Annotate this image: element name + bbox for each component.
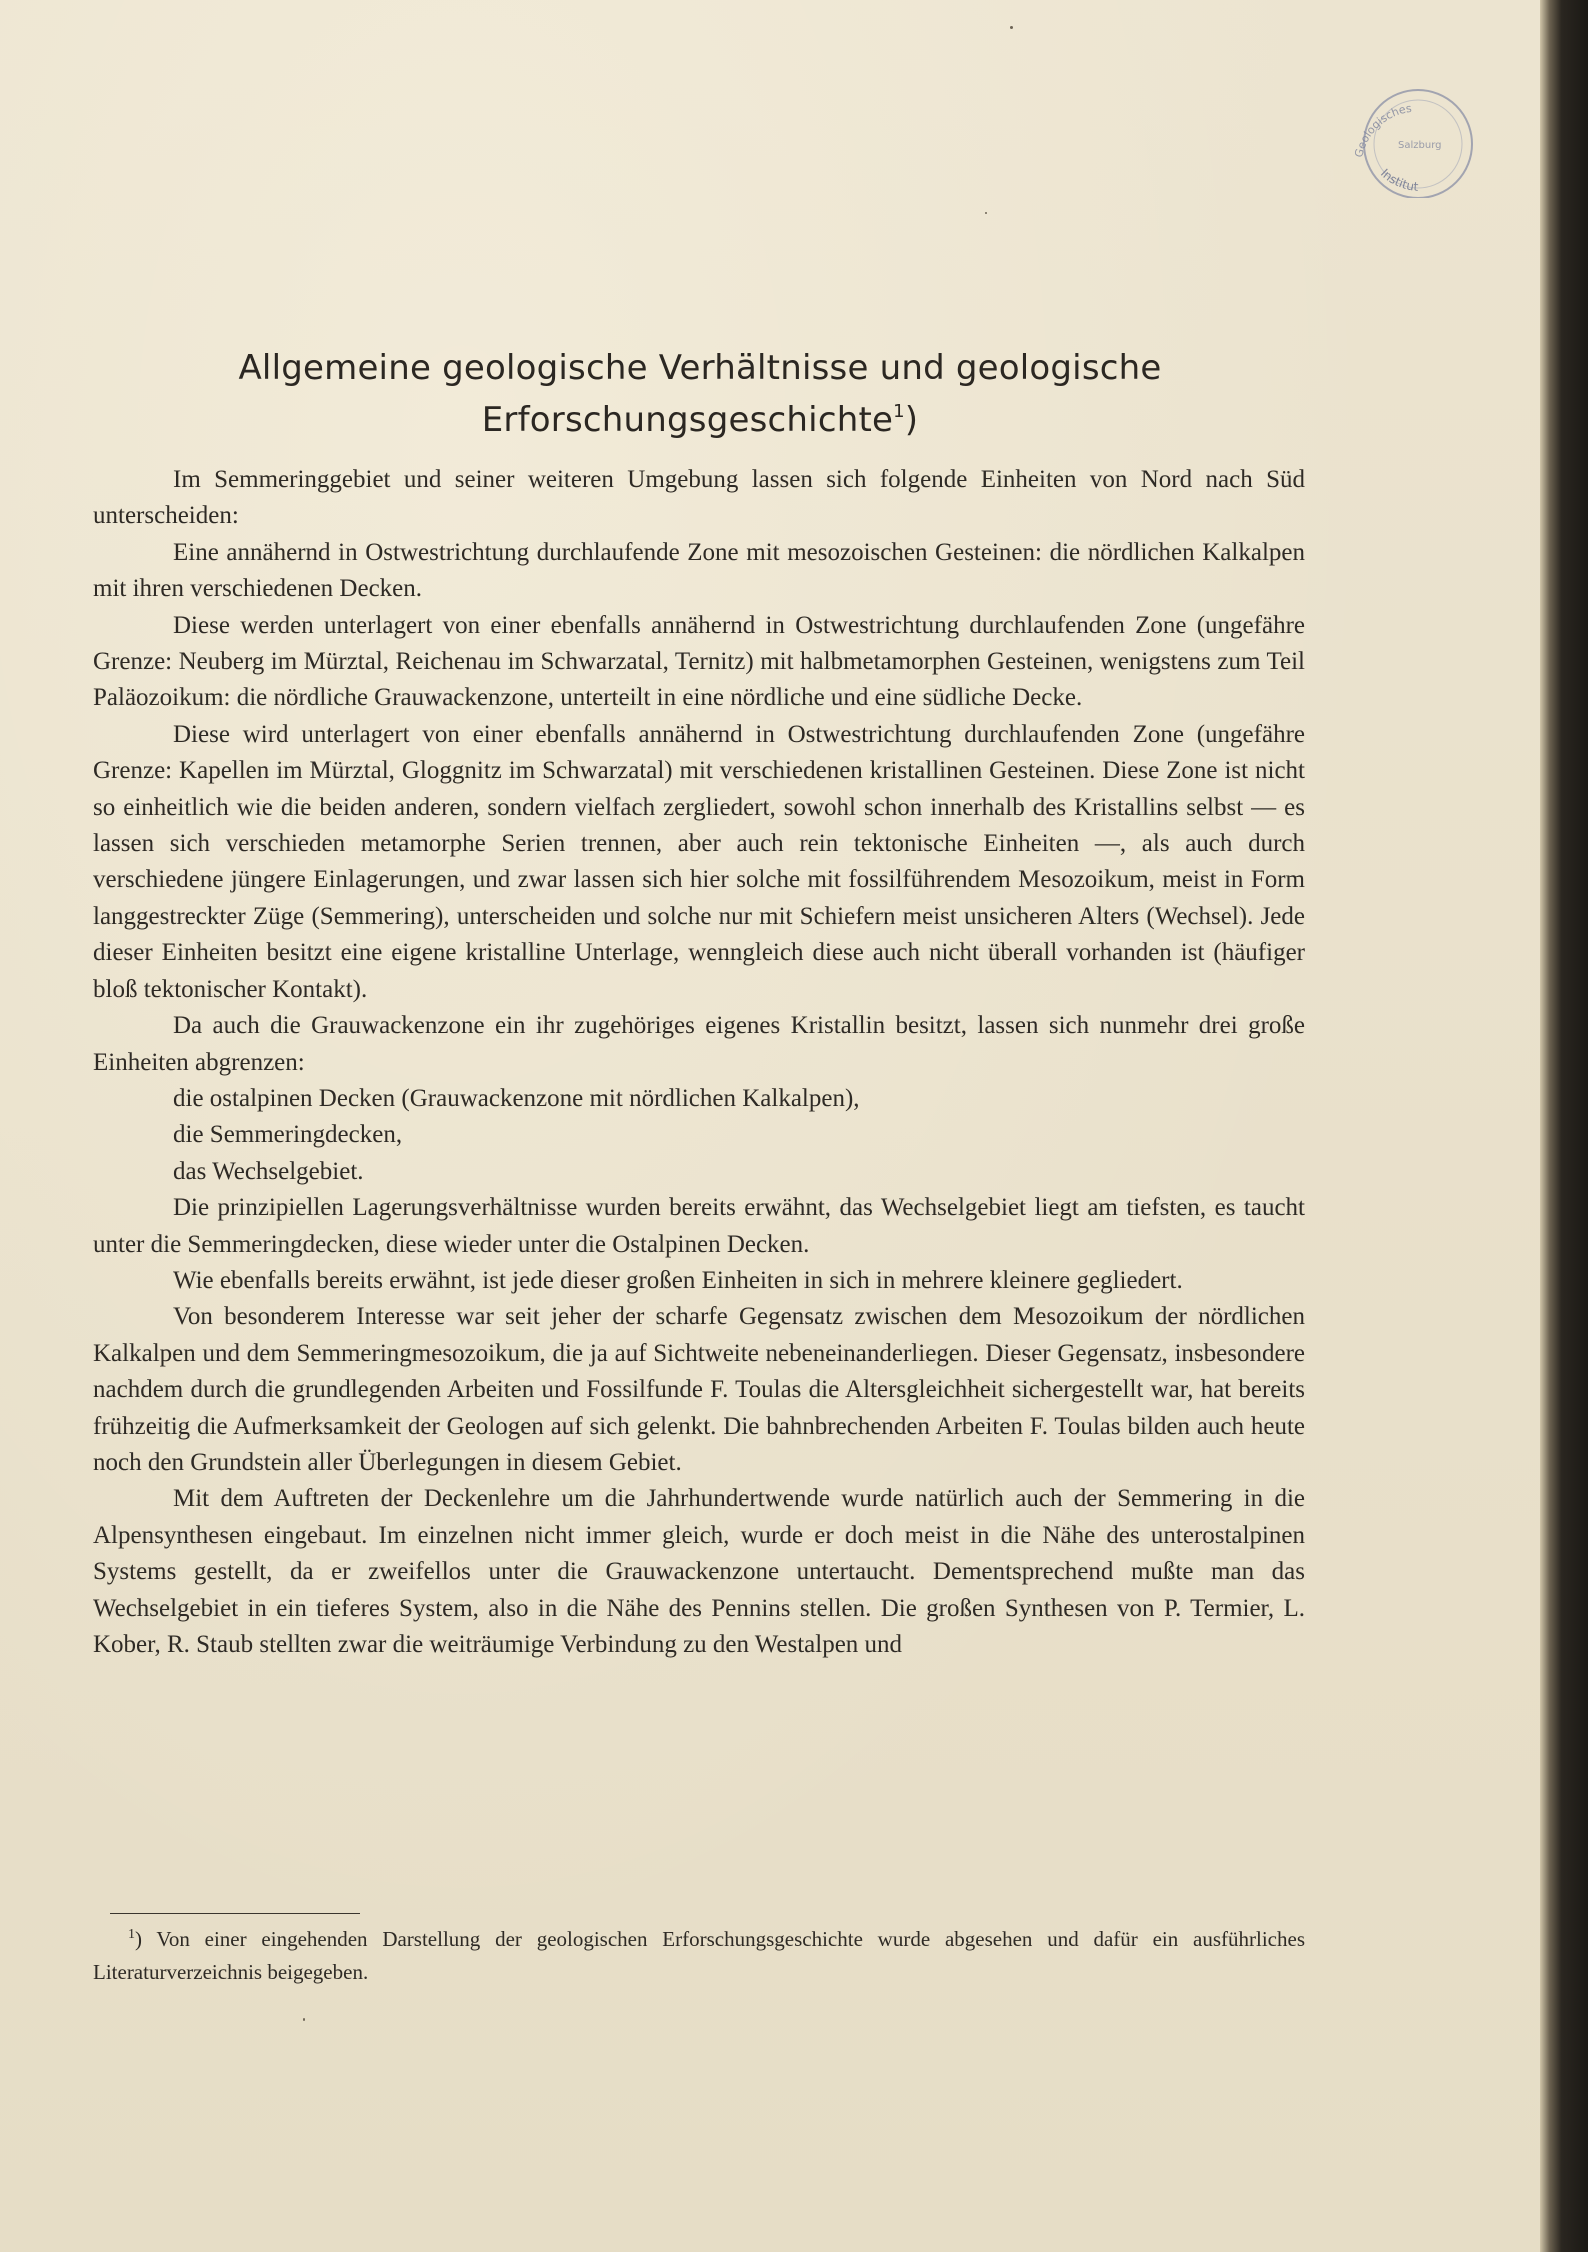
list-item-ostalpin: die ostalpinen Decken (Grauwackenzone mit nördlichen Kalkalpen), — [173, 1084, 860, 1112]
footnote-body: ) Von einer eingehenden Darstellung der geologischen Erforschungsgeschichte wurde abgesehen und dafür ein ausführliches Literaturverzeichnis beigegeben. — [93, 1927, 1305, 1984]
paragraph: Diese wird unterlagert von einer ebenfalls annähernd in Ostwestrichtung durchlaufenden Zone (ungefähre Grenze: Kapellen im Mürztal, Gloggnitz im Schwarzatal) mit verschiedenen kristallinen Gesteinen. Diese Zone ist nicht so einheitlich wie die beiden anderen, sondern vielfach zergliedert, sowohl schon innerhalb des Kristallins selbst — es lassen sich verschieden metamorphe Serien trennen, aber auch rein tektonische Einheiten —, als auch durch verschiedene jüngere Einlagerungen, und zwar lassen sich hier solche mit fossilführendem Mesozoikum, meist in Form langgestreckter Züge (Semmering), unterscheiden und solche nur mit Schiefern meist unsicheren Alters (Wechsel). Jede dieser Einheiten besitzt eine eigene kristalline Unterlage, wenngleich diese auch nicht überall vorhanden ist (häufiger bloß tektonischer Kontakt). — [93, 720, 1305, 1003]
title-line-2-text: Erforschungsgeschichte — [481, 400, 894, 440]
paragraph: Eine annähernd in Ostwestrichtung durchlaufende Zone mit mesozoischen Gesteinen: die nördlichen Kalkalpen mit ihren verschiedenen Decken. — [93, 538, 1305, 603]
title-line-2 — [200, 390, 1200, 442]
list-item-wechsel: das Wechselgebiet. — [173, 1157, 364, 1185]
paper-speck — [985, 212, 987, 214]
body-text — [93, 462, 1305, 1663]
footnote-marker: 1 — [128, 1927, 135, 1942]
svg-text:Institut — [1378, 166, 1419, 194]
paragraph: Da auch die Grauwackenzone ein ihr zugehöriges eigenes Kristallin besitzt, lassen sich nunmehr drei große Einheiten abgrenzen: — [93, 1012, 1305, 1076]
stamp-text-mid: Salzburg — [1398, 140, 1442, 151]
paragraph: Mit dem Auftreten der Deckenlehre um die Jahrhundertwende wurde natürlich auch der Semmering in die Alpensynthesen eingebaut. Im einzelnen nicht immer gleich, wurde er doch meist in die Nähe des unterostalpinen Systems gestellt, da er zweifellos unter die Grauwackenzone untertaucht. Dementsprechend mußte man das Wechselgebiet in ein tieferes System, also in die Nähe des Pennins stellen. Die großen Synthesen von P. Termier, L. Kober, R. Staub stellten zwar die weiträumige Verbindung zu den Westalpen und — [93, 1485, 1305, 1658]
institute-stamp — [1340, 88, 1490, 198]
paragraph: Diese werden unterlagert von einer ebenfalls annähernd in Ostwestrichtung durchlaufenden Zone (ungefähre Grenze: Neuberg im Mürztal, Reichenau im Schwarzatal, Ternitz) mit halbmetamorphen Gesteinen, wenigstens zum Teil Paläozoikum: die nördliche Grauwackenzone, unterteilt in eine nördliche und eine südliche Decke. — [93, 611, 1305, 712]
list-item-semmering: die Semmeringdecken, — [173, 1121, 403, 1149]
footnote-text — [93, 1918, 1305, 1989]
footnote-rule — [110, 1913, 360, 1914]
stamp-text-top: Geologisches — [1352, 101, 1413, 159]
paper-speck — [1010, 26, 1013, 29]
paragraph: Von besonderem Interesse war seit jeher der scharfe Gegensatz zwischen dem Mesozoikum der nördlichen Kalkalpen und dem Semmeringmesozoikum, die ja auf Sichtweite nebeneinanderliegen. Dieser Gegensatz, insbesondere nachdem durch die grundlegenden Arbeiten und Fossilfunde F. Toulas die Altersgleichheit sichergestellt war, hat bereits frühzeitig die Aufmerksamkeit der Geologen auf sich gelenkt. Die bahnbrechenden Arbeiten F. Toulas bilden auch heute noch den Grundstein aller Überlegungen in diesem Gebiet. — [93, 1303, 1305, 1476]
title-closing-paren: ) — [904, 400, 919, 440]
paper-speck — [303, 2018, 305, 2021]
title-line-1: Allgemeine geologische Verhältnisse und geologische — [238, 348, 1162, 388]
paragraph: Die prinzipiellen Lagerungsverhältnisse wurden bereits erwähnt, das Wechselgebiet liegt am tiefsten, es taucht unter die Semmeringdecken, diese wieder unter die Ostalpinen Decken. — [93, 1194, 1305, 1258]
title-footnote-marker: 1 — [893, 401, 905, 422]
stamp-text-bottom: Institut — [1377, 166, 1419, 194]
page-binding-edge — [1540, 0, 1588, 2252]
paragraph: Im Semmeringgebiet und seiner weiteren Umgebung lassen sich folgende Einheiten von Nord nach Süd unterscheiden: — [93, 466, 1305, 530]
paragraph: Wie ebenfalls bereits erwähnt, ist jede dieser großen Einheiten in sich in mehrere kleinere gegliedert. — [173, 1266, 1183, 1294]
footnote — [93, 1918, 1305, 1989]
page-title — [200, 346, 1200, 442]
